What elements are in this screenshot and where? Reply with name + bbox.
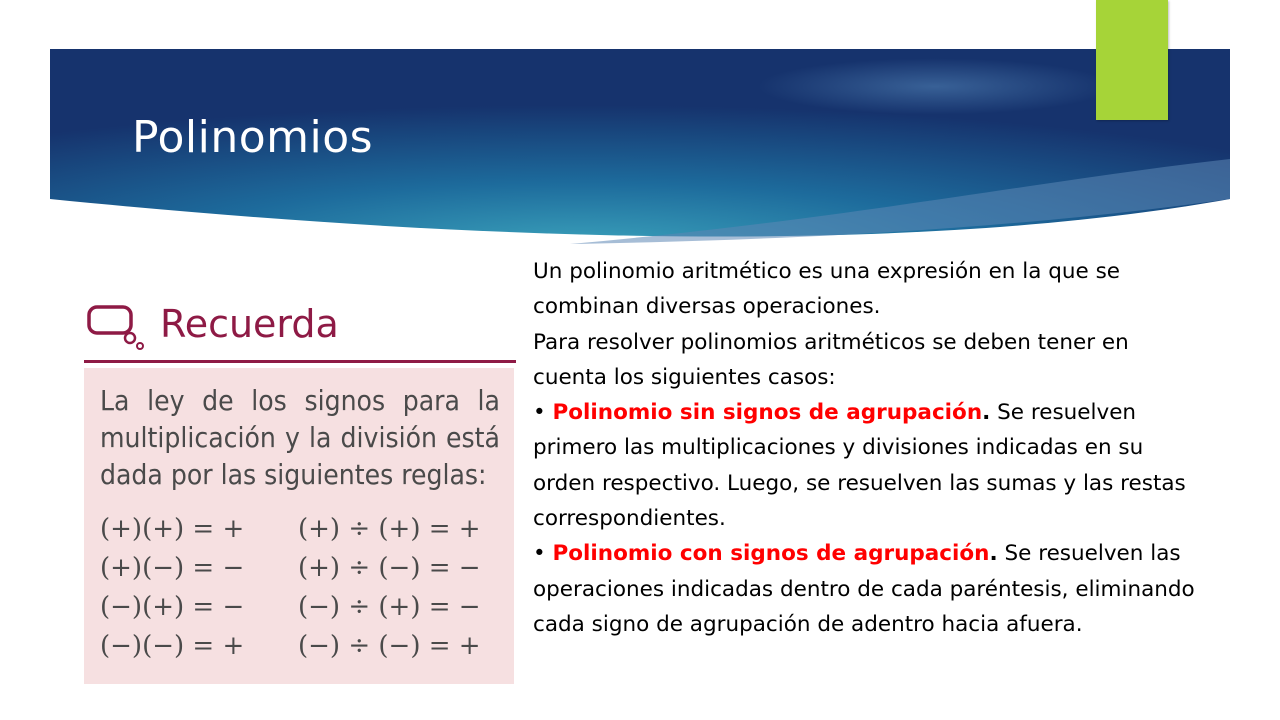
mult-rule: (−)(−) = + (100, 631, 245, 661)
content-text (533, 254, 1201, 642)
slide-title: Polinomios (132, 112, 374, 163)
div-rule: (−) ÷ (−) = + (298, 631, 481, 661)
case-item (533, 395, 1201, 536)
mult-rule: (−)(+) = − (100, 592, 245, 622)
case-item (533, 536, 1201, 642)
rule-row (100, 592, 500, 631)
mult-rule: (+)(+) = + (100, 514, 245, 544)
case-text: Se resuelven primero las multiplicaciones y divisiones indicadas en su orden respectivo. Luego, se resuelven las sumas y las restas correspondientes. (533, 400, 1186, 532)
case-text: Se resuelven las operaciones indicadas dentro de cada paréntesis, eliminando cada signo de agrupación de adentro hacia afuera. (533, 541, 1195, 637)
mult-rule: (+)(−) = − (100, 553, 245, 583)
rule-row (100, 553, 500, 592)
recuerda-text: La ley de los signos para la multiplicación y la división está dada por las siguientes reglas: (100, 384, 500, 491)
recuerda-card (84, 296, 516, 686)
recuerda-heading: Recuerda (160, 302, 339, 346)
rule-row (100, 631, 500, 670)
div-rule: (−) ÷ (+) = − (298, 592, 481, 622)
speech-bubble-icon (86, 304, 144, 350)
case-title: Polinomio con signos de agrupación (552, 541, 990, 567)
sign-rules (100, 514, 500, 670)
case-period: . (982, 400, 991, 426)
paragraph-definition: Un polinomio aritmético es una expresión en la que se combinan diversas operaciones. (533, 259, 1120, 320)
case-period: . (989, 541, 998, 567)
paragraph-intro: Para resolver polinomios aritméticos se deben tener en cuenta los siguientes casos: (533, 329, 1129, 390)
accent-bar (1096, 0, 1168, 120)
recuerda-box (84, 368, 514, 684)
rule-row (100, 514, 500, 553)
div-rule: (+) ÷ (−) = − (298, 553, 481, 583)
case-title: Polinomio sin signos de agrupación (552, 400, 983, 426)
bullet: • (533, 541, 546, 567)
bullet: • (533, 400, 546, 426)
recuerda-header (84, 296, 516, 363)
div-rule: (+) ÷ (+) = + (298, 514, 481, 544)
